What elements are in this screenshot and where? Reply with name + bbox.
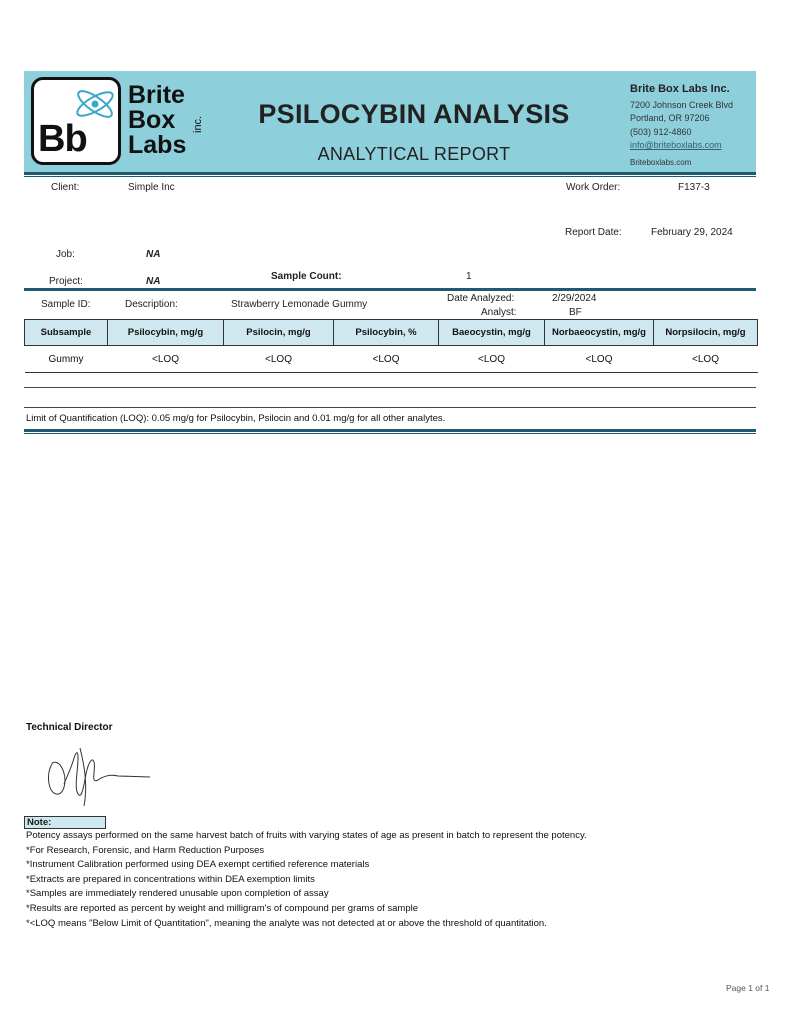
description-label: Description: [125,299,178,310]
page-number: Page 1 of 1 [726,983,770,993]
date-analyzed-label: Date Analyzed: [447,293,515,304]
job-label: Job: [56,249,75,260]
empty-row-line [24,387,756,388]
note-label: Note: [27,817,52,828]
report-date-label: Report Date: [565,227,622,238]
report-subtitle: ANALYTICAL REPORT [317,144,511,164]
company-email-link[interactable]: info@briteboxlabs.com [630,140,722,150]
results-table [24,319,758,373]
table-cell: Gummy [25,346,108,373]
note-line: *For Research, Forensic, and Harm Reduction Purposes [26,844,265,856]
table-cell: <LOQ [545,346,654,373]
note-line: Potency assays performed on the same harvest batch of fruits with varying states of age as present in batch to represent the potency. [26,830,587,841]
notes-list [26,829,746,931]
report-date-value: February 29, 2024 [651,227,733,238]
loq-note: Limit of Quantification (LOQ): 0.05 mg/g for Psilocybin, Psilocin and 0.01 mg/g for all other analytes. [26,413,446,424]
column-header: Norpsilocin, mg/g [654,320,758,346]
report-title: PSILOCYBIN ANALYSIS [258,99,570,129]
analyst-label: Analyst: [481,307,517,318]
table-cell: <LOQ [654,346,758,373]
job-value: NA [146,249,161,260]
date-analyzed-value: 2/29/2024 [552,293,597,304]
column-header: Psilocybin, % [334,320,439,346]
note-line: *Extracts are prepared in concentrations within DEA exemption limits [26,873,315,885]
analyst-value: BF [569,307,582,318]
note-line: *Samples are immediately rendered unusable upon completion of assay [26,888,329,900]
table-cell: <LOQ [334,346,439,373]
logo-word-box: Box [128,106,176,134]
section-divider-thin [24,433,756,434]
company-address-line1: 7200 Johnson Creek Blvd [630,99,734,110]
description-value: Strawberry Lemonade Gummy [231,299,368,310]
header-divider-thin [24,176,756,177]
table-cell: <LOQ [439,346,545,373]
client-value: Simple Inc [128,182,175,193]
logo-word-labs: Labs [128,131,187,159]
table-cell: <LOQ [108,346,224,373]
client-label: Client: [51,182,80,193]
signature-image [38,744,153,814]
column-header: Psilocybin, mg/g [108,320,224,346]
empty-row-line [24,407,756,408]
note-line: *Instrument Calibration performed using DEA exempt certified reference materials [26,859,370,871]
logo-word-brite: Brite [128,81,185,109]
project-value: NA [146,276,161,287]
report-header [24,71,756,172]
column-header: Psilocin, mg/g [224,320,334,346]
sample-count-value: 1 [466,271,472,282]
sample-id-label: Sample ID: [41,299,91,310]
sample-count-label: Sample Count: [271,271,342,282]
column-header: Baeocystin, mg/g [439,320,545,346]
header-divider [24,172,756,175]
results-header-row [25,320,758,346]
table-cell: <LOQ [224,346,334,373]
note-label-box [24,816,106,829]
note-line: *Results are reported as percent by weight and milligram's of compound per grams of sample [26,902,419,914]
company-phone: (503) 912-4860 [630,126,692,137]
note-line: *<LOQ means "Below Limit of Quantitation", meaning the analyte was not detected at or above the threshold of quantitation. [26,917,547,929]
work-order-value: F137-3 [678,182,710,193]
company-address-line2: Portland, OR 97206 [630,113,710,123]
technical-director-label: Technical Director [26,722,113,733]
company-website[interactable]: Briteboxlabs.com [630,157,692,167]
company-name: Brite Box Labs Inc. [630,83,730,95]
project-label: Project: [49,276,83,287]
logo-monogram: Bb [38,118,87,160]
company-logo [31,77,121,165]
table-row [25,346,758,373]
work-order-label: Work Order: [566,182,621,193]
company-contact [630,83,754,169]
section-divider [24,288,756,291]
column-header: Subsample [25,320,108,346]
logo-inc: inc. [192,115,204,133]
section-divider [24,429,756,432]
column-header: Norbaeocystin, mg/g [545,320,654,346]
